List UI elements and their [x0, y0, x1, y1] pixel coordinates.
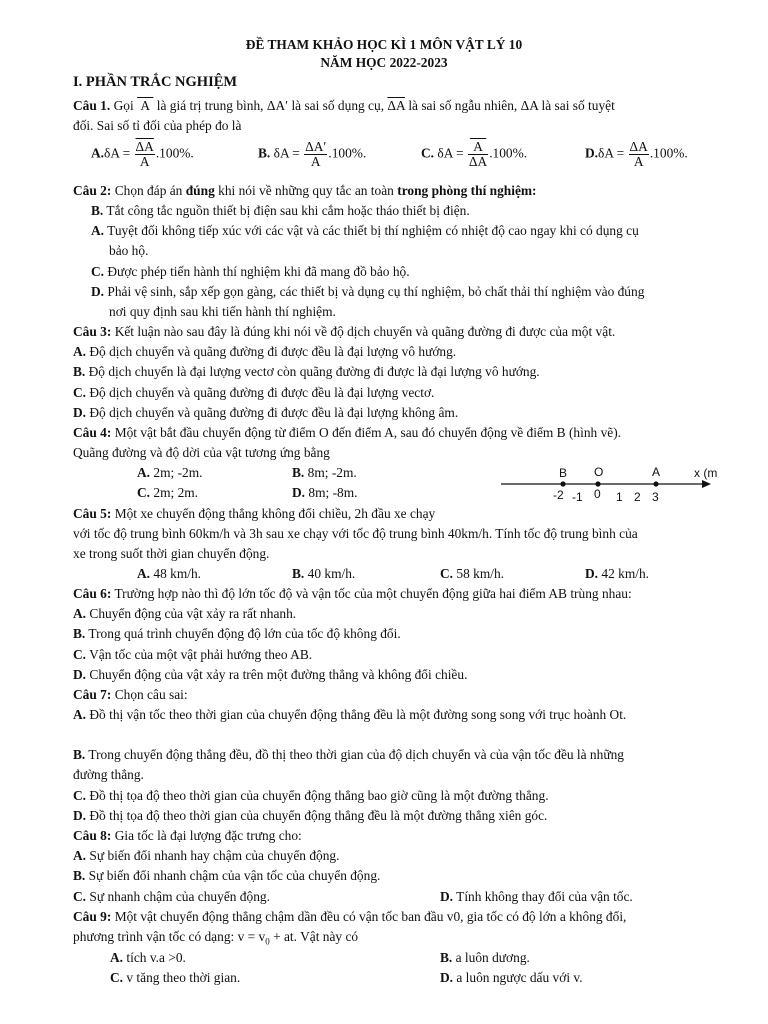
point-b-dot [560, 481, 565, 486]
q1-instr-err: ΔA′ [266, 98, 289, 113]
q1-option-a[interactable]: A.δA = $\frac{\overline{\Delta A}}{A}$ .100%. [91, 139, 194, 169]
q1-rand-err: $\overline{\Delta A}$ [387, 98, 405, 113]
tick-label: 2 [634, 490, 641, 504]
q7-option-d[interactable]: D. Đồ thị tọa độ theo thời gian của chuyển động thẳng đều là một đường thẳng xiên góc. [73, 808, 548, 823]
q7-option-b-cont: đường thẳng. [73, 767, 144, 782]
q3-option-b[interactable]: B. Độ dịch chuyển là đại lượng vectơ còn quãng đường đi được là đại lượng vô hướng. [73, 364, 540, 379]
q2-option-b[interactable]: B. Tắt công tắc nguồn thiết bị điện sau khi cắm hoặc tháo thiết bị điện. [91, 203, 470, 218]
school-year: NĂM HỌC 2022-2023 [320, 55, 448, 70]
q3-option-d[interactable]: D. Độ dịch chuyển và quãng đường đi được đều là đại lượng không âm. [73, 405, 459, 420]
point-a-dot [653, 481, 658, 486]
q3-option-c[interactable]: C. Độ dịch chuyển và quãng đường đi được đều là đại lượng vectơ. [73, 385, 435, 400]
q4-option-b[interactable]: B. 8m; -2m. [292, 465, 357, 480]
tick-label: 1 [616, 490, 623, 504]
q6-option-d[interactable]: D. Chuyển động của vật xảy ra trên một đường thẳng và không đổi chiều. [73, 667, 468, 682]
q9-option-d[interactable]: D. a luôn ngược dấu với v. [440, 970, 583, 985]
q7-option-b[interactable]: B. Trong chuyển động thẳng đều, đồ thị theo thời gian của độ dịch chuyển và của vận tốc đều là những [73, 747, 624, 762]
axis-label-x: x (m [694, 466, 717, 480]
q7-stem: Câu 7: Chọn câu sai: [73, 687, 188, 702]
q9-stem-cont: phương trình vận tốc có dạng: $v = v_0$ + at. Vật này có [73, 929, 359, 947]
tick-label: -2 [553, 488, 564, 502]
q2-option-a[interactable]: A. Tuyệt đối không tiếp xúc với các vật và các thiết bị thí nghiệm có nhiệt độ cao ngay khi có dụng cụ [91, 223, 639, 238]
q1-option-d[interactable]: D.δA = $\frac{\Delta A}{A}$ .100%. [585, 139, 688, 169]
tick-label: -1 [572, 490, 583, 504]
q5-option-d[interactable]: D. 42 km/h. [585, 566, 650, 581]
q2-stem: Câu 2: Chọn đáp án đúng khi nói về những quy tắc an toàn trong phòng thí nghiệm: [73, 183, 537, 198]
q9-option-c[interactable]: C. v tăng theo thời gian. [110, 970, 241, 985]
q8-stem: Câu 8: Gia tốc là đại lượng đặc trưng cho: [73, 828, 302, 843]
exam-title: ĐỀ THAM KHẢO HỌC KÌ 1 MÔN VẬT LÝ 10 [245, 37, 523, 52]
q1-mean-symbol: A [137, 98, 154, 113]
tick-label: 0 [594, 487, 601, 501]
point-label-o: O [594, 465, 604, 479]
q2-option-c[interactable]: C. Được phép tiến hành thí nghiệm khi đã mang đồ bảo hộ. [91, 264, 410, 279]
q6-stem: Câu 6: Trường hợp nào thì độ lớn tốc độ và vận tốc của một chuyển động giữa hai điểm AB trùng nhau: [73, 586, 632, 601]
q5-option-c[interactable]: C. 58 km/h. [440, 566, 505, 581]
section-heading: I. PHẦN TRẮC NGHIỆM [73, 74, 238, 90]
q5-stem-cont2: xe trong suốt thời gian chuyển động. [73, 546, 270, 561]
point-o-dot [595, 481, 600, 486]
q6-option-a[interactable]: A. Chuyển động của vật xảy ra rất nhanh. [73, 606, 297, 621]
q3-option-a[interactable]: A. Độ dịch chuyển và quãng đường đi được đều là đại lượng vô hướng. [73, 344, 457, 359]
q9-option-b[interactable]: B. a luôn dương. [440, 950, 530, 965]
q1-option-c[interactable]: C. δA = $\frac{A}{\Delta A}$ .100%. [421, 139, 528, 169]
q2-option-d-cont: nơi quy định sau khi tiến hành thí nghiệm. [109, 304, 336, 319]
q7-option-a[interactable]: A. Đồ thị vận tốc theo thời gian của chuyển động thẳng đều là một đường song song với trục hoành Ot. [73, 707, 627, 722]
q8-option-b[interactable]: B. Sự biến đổi nhanh chậm của vận tốc của chuyển động. [73, 868, 381, 883]
point-label-a: A [652, 465, 661, 479]
point-label-b: B [559, 466, 568, 480]
q4-option-c[interactable]: C. 2m; 2m. [137, 485, 199, 500]
q9-stem: Câu 9: Một vật chuyển động thẳng chậm dần đều có vận tốc ban đầu v0, gia tốc có độ lớn a không đổi, [73, 909, 627, 924]
q7-option-c[interactable]: C. Đồ thị tọa độ theo thời gian của chuyển động thẳng bao giờ cũng là một đường thẳng. [73, 788, 549, 803]
q3-stem: Câu 3: Kết luận nào sau đây là đúng khi nói về độ dịch chuyển và quãng đường đi được của một vật. [73, 324, 616, 339]
axis-arrow-icon [702, 480, 711, 488]
q1-line1: Câu 1. Gọi A là giá trị trung bình, ΔA′ là sai số dụng cụ, $\overline{\Delta A}$ là sai số ngẫu nhiên, ΔA là sai số tuyệt [73, 98, 615, 113]
q1-line2: đối. Sai số tỉ đối của phép đo là [73, 118, 242, 133]
q5-option-a[interactable]: A. 48 km/h. [137, 566, 202, 581]
q8-option-c[interactable]: C. Sự nhanh chậm của chuyển động. [73, 889, 270, 904]
tick-label: 3 [652, 490, 659, 504]
q1-option-b[interactable]: B. δA = $\frac{\Delta A'}{A}$ .100%. [258, 139, 367, 169]
q8-option-d[interactable]: D. Tính không thay đổi của vận tốc. [440, 889, 633, 904]
q6-option-b[interactable]: B. Trong quá trình chuyển động độ lớn của tốc độ không đổi. [73, 626, 401, 641]
q2-option-d[interactable]: D. Phải vệ sinh, sắp xếp gọn gàng, các thiết bị và dụng cụ thí nghiệm, bỏ chất thải thí nghiệm vào đúng [91, 284, 645, 299]
number-line-figure [497, 460, 717, 506]
q5-stem-cont: với tốc độ trung bình 60km/h và 3h sau xe chạy với tốc độ trung bình 40km/h. Tính tốc độ trung bình của [73, 526, 638, 541]
q2-option-a-cont: bảo hộ. [109, 243, 149, 258]
q8-option-a[interactable]: A. Sự biến đổi nhanh hay chậm của chuyển động. [73, 848, 340, 863]
q5-stem: Câu 5: Một xe chuyển động thẳng không đổi chiều, 2h đầu xe chạy [73, 506, 436, 521]
q6-option-c[interactable]: C. Vận tốc của một vật phải hướng theo AB. [73, 647, 313, 662]
q4-stem: Câu 4: Một vật bắt đầu chuyển động từ điểm O đến điểm A, sau đó chuyển động về điểm B (hình vẽ). [73, 425, 622, 440]
q9-option-a[interactable]: A. tích v.a >0. [110, 950, 186, 965]
q4-stem-cont: Quãng đường và độ dời của vật tương ứng bằng [73, 445, 330, 460]
q5-option-b[interactable]: B. 40 km/h. [292, 566, 356, 581]
q4-option-d[interactable]: D. 8m; -8m. [292, 485, 358, 500]
q4-option-a[interactable]: A. 2m; -2m. [137, 465, 203, 480]
